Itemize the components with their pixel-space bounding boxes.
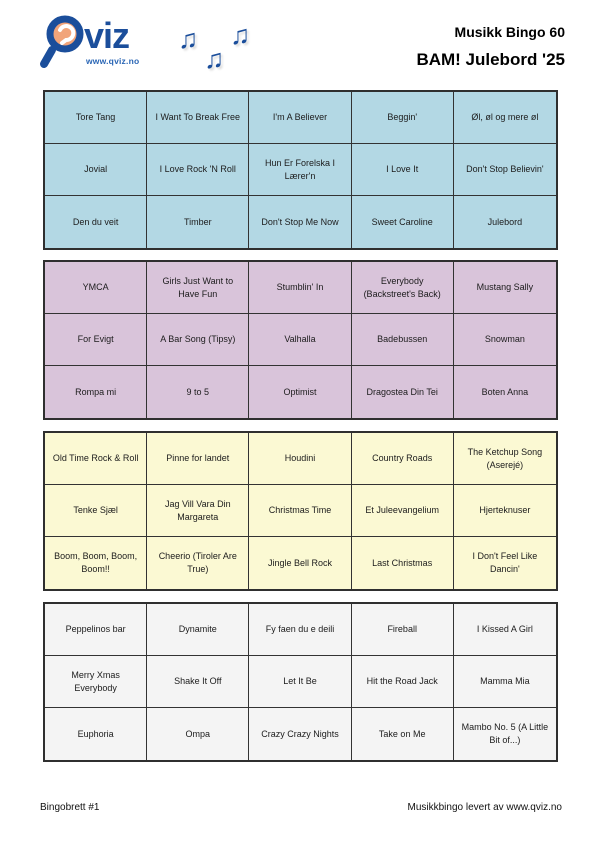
bingo-cell: Let It Be [249,656,351,708]
bingo-cell: YMCA [45,262,147,314]
bingo-cell: Dynamite [147,604,249,656]
header [416,24,565,70]
bingo-cell: Hit the Road Jack [352,656,454,708]
bingo-cell: Et Juleevangelium [352,485,454,537]
bingo-cell: Pinne for landet [147,433,249,485]
bingo-cell: Boom, Boom, Boom, Boom!! [45,537,147,589]
bingo-cell: Valhalla [249,314,351,366]
bingo-cell: Mambo No. 5 (A Little Bit of...) [454,708,556,760]
bingo-cell: I Kissed A Girl [454,604,556,656]
bingo-cell: Øl, øl og mere øl [454,92,556,144]
bingo-cell: Shake It Off [147,656,249,708]
bingo-cell: Snowman [454,314,556,366]
bingo-board-3 [43,431,558,591]
bingo-cell: Julebord [454,196,556,248]
qviz-logo [38,12,251,82]
bingo-cell: Girls Just Want to Have Fun [147,262,249,314]
bingo-cell: A Bar Song (Tipsy) [147,314,249,366]
bingo-cell: Merry Xmas Everybody [45,656,147,708]
bingo-cell: Boten Anna [454,366,556,418]
bingo-cell: I Don't Feel Like Dancin' [454,537,556,589]
bingo-cell: I Want To Break Free [147,92,249,144]
page-title: BAM! Julebord '25 [416,50,565,69]
bingo-cell: Tore Tang [45,92,147,144]
logo-url: www.qviz.no [86,56,140,66]
bingo-cell: For Evigt [45,314,147,366]
bingo-board-1 [43,90,558,250]
note-icon: ♫ [204,44,225,74]
bingo-cell: Tenke Sjæl [45,485,147,537]
bingo-cell: I Love Rock 'N Roll [147,144,249,196]
bingo-cell: Beggin' [352,92,454,144]
bingo-cell: Jag Vill Vara Din Margareta [147,485,249,537]
bingo-cell: Stumblin' In [249,262,351,314]
bingo-cell: Take on Me [352,708,454,760]
bingo-cell: The Ketchup Song (Aserejé) [454,433,556,485]
bingo-board-2 [43,260,558,420]
board-number-label: Bingobrett #1 [40,802,100,813]
bingo-cell: Den du veit [45,196,147,248]
bingo-cell: Don't Stop Me Now [249,196,351,248]
bingo-cell: Badebussen [352,314,454,366]
logo-wordmark: viz [84,15,130,56]
bingo-cell: Fireball [352,604,454,656]
bingo-cell: Sweet Caroline [352,196,454,248]
bingo-cell: Dragostea Din Tei [352,366,454,418]
bingo-cell: Country Roads [352,433,454,485]
bingo-cell: Jingle Bell Rock [249,537,351,589]
bingo-cell: Don't Stop Believin' [454,144,556,196]
bingo-cell: Ompa [147,708,249,760]
bingo-cell: Optimist [249,366,351,418]
bingo-cell: Last Christmas [352,537,454,589]
bingo-cell: I'm A Believer [249,92,351,144]
bingo-cell: Fy faen du e deili [249,604,351,656]
bingo-cell: Hun Er Forelska I Lærer'n [249,144,351,196]
bingo-cell: Hjerteknuser [454,485,556,537]
bingo-series-label: Musikk Bingo 60 [454,24,565,40]
bingo-board-4 [43,602,558,762]
bingo-cell: I Love It [352,144,454,196]
note-icon: ♫ [178,24,199,54]
bingo-cell: Everybody (Backstreet's Back) [352,262,454,314]
bingo-cell: Peppelinos bar [45,604,147,656]
bingo-cell: Rompa mi [45,366,147,418]
bingo-cell: Crazy Crazy Nights [249,708,351,760]
bingo-cell: Euphoria [45,708,147,760]
bingo-cell: Mustang Sally [454,262,556,314]
provider-label: Musikkbingo levert av www.qviz.no [407,802,562,813]
bingo-cell: Timber [147,196,249,248]
magnifier-q-icon [38,12,90,70]
bingo-cell: Cheerio (Tiroler Are True) [147,537,249,589]
bingo-cell: Houdini [249,433,351,485]
bingo-cell: Mamma Mia [454,656,556,708]
note-icon: ♫ [230,20,251,50]
bingo-cell: Jovial [45,144,147,196]
bingo-cell: Old Time Rock & Roll [45,433,147,485]
bingo-cell: 9 to 5 [147,366,249,418]
music-notes-icon [178,20,268,80]
bingo-cell: Christmas Time [249,485,351,537]
